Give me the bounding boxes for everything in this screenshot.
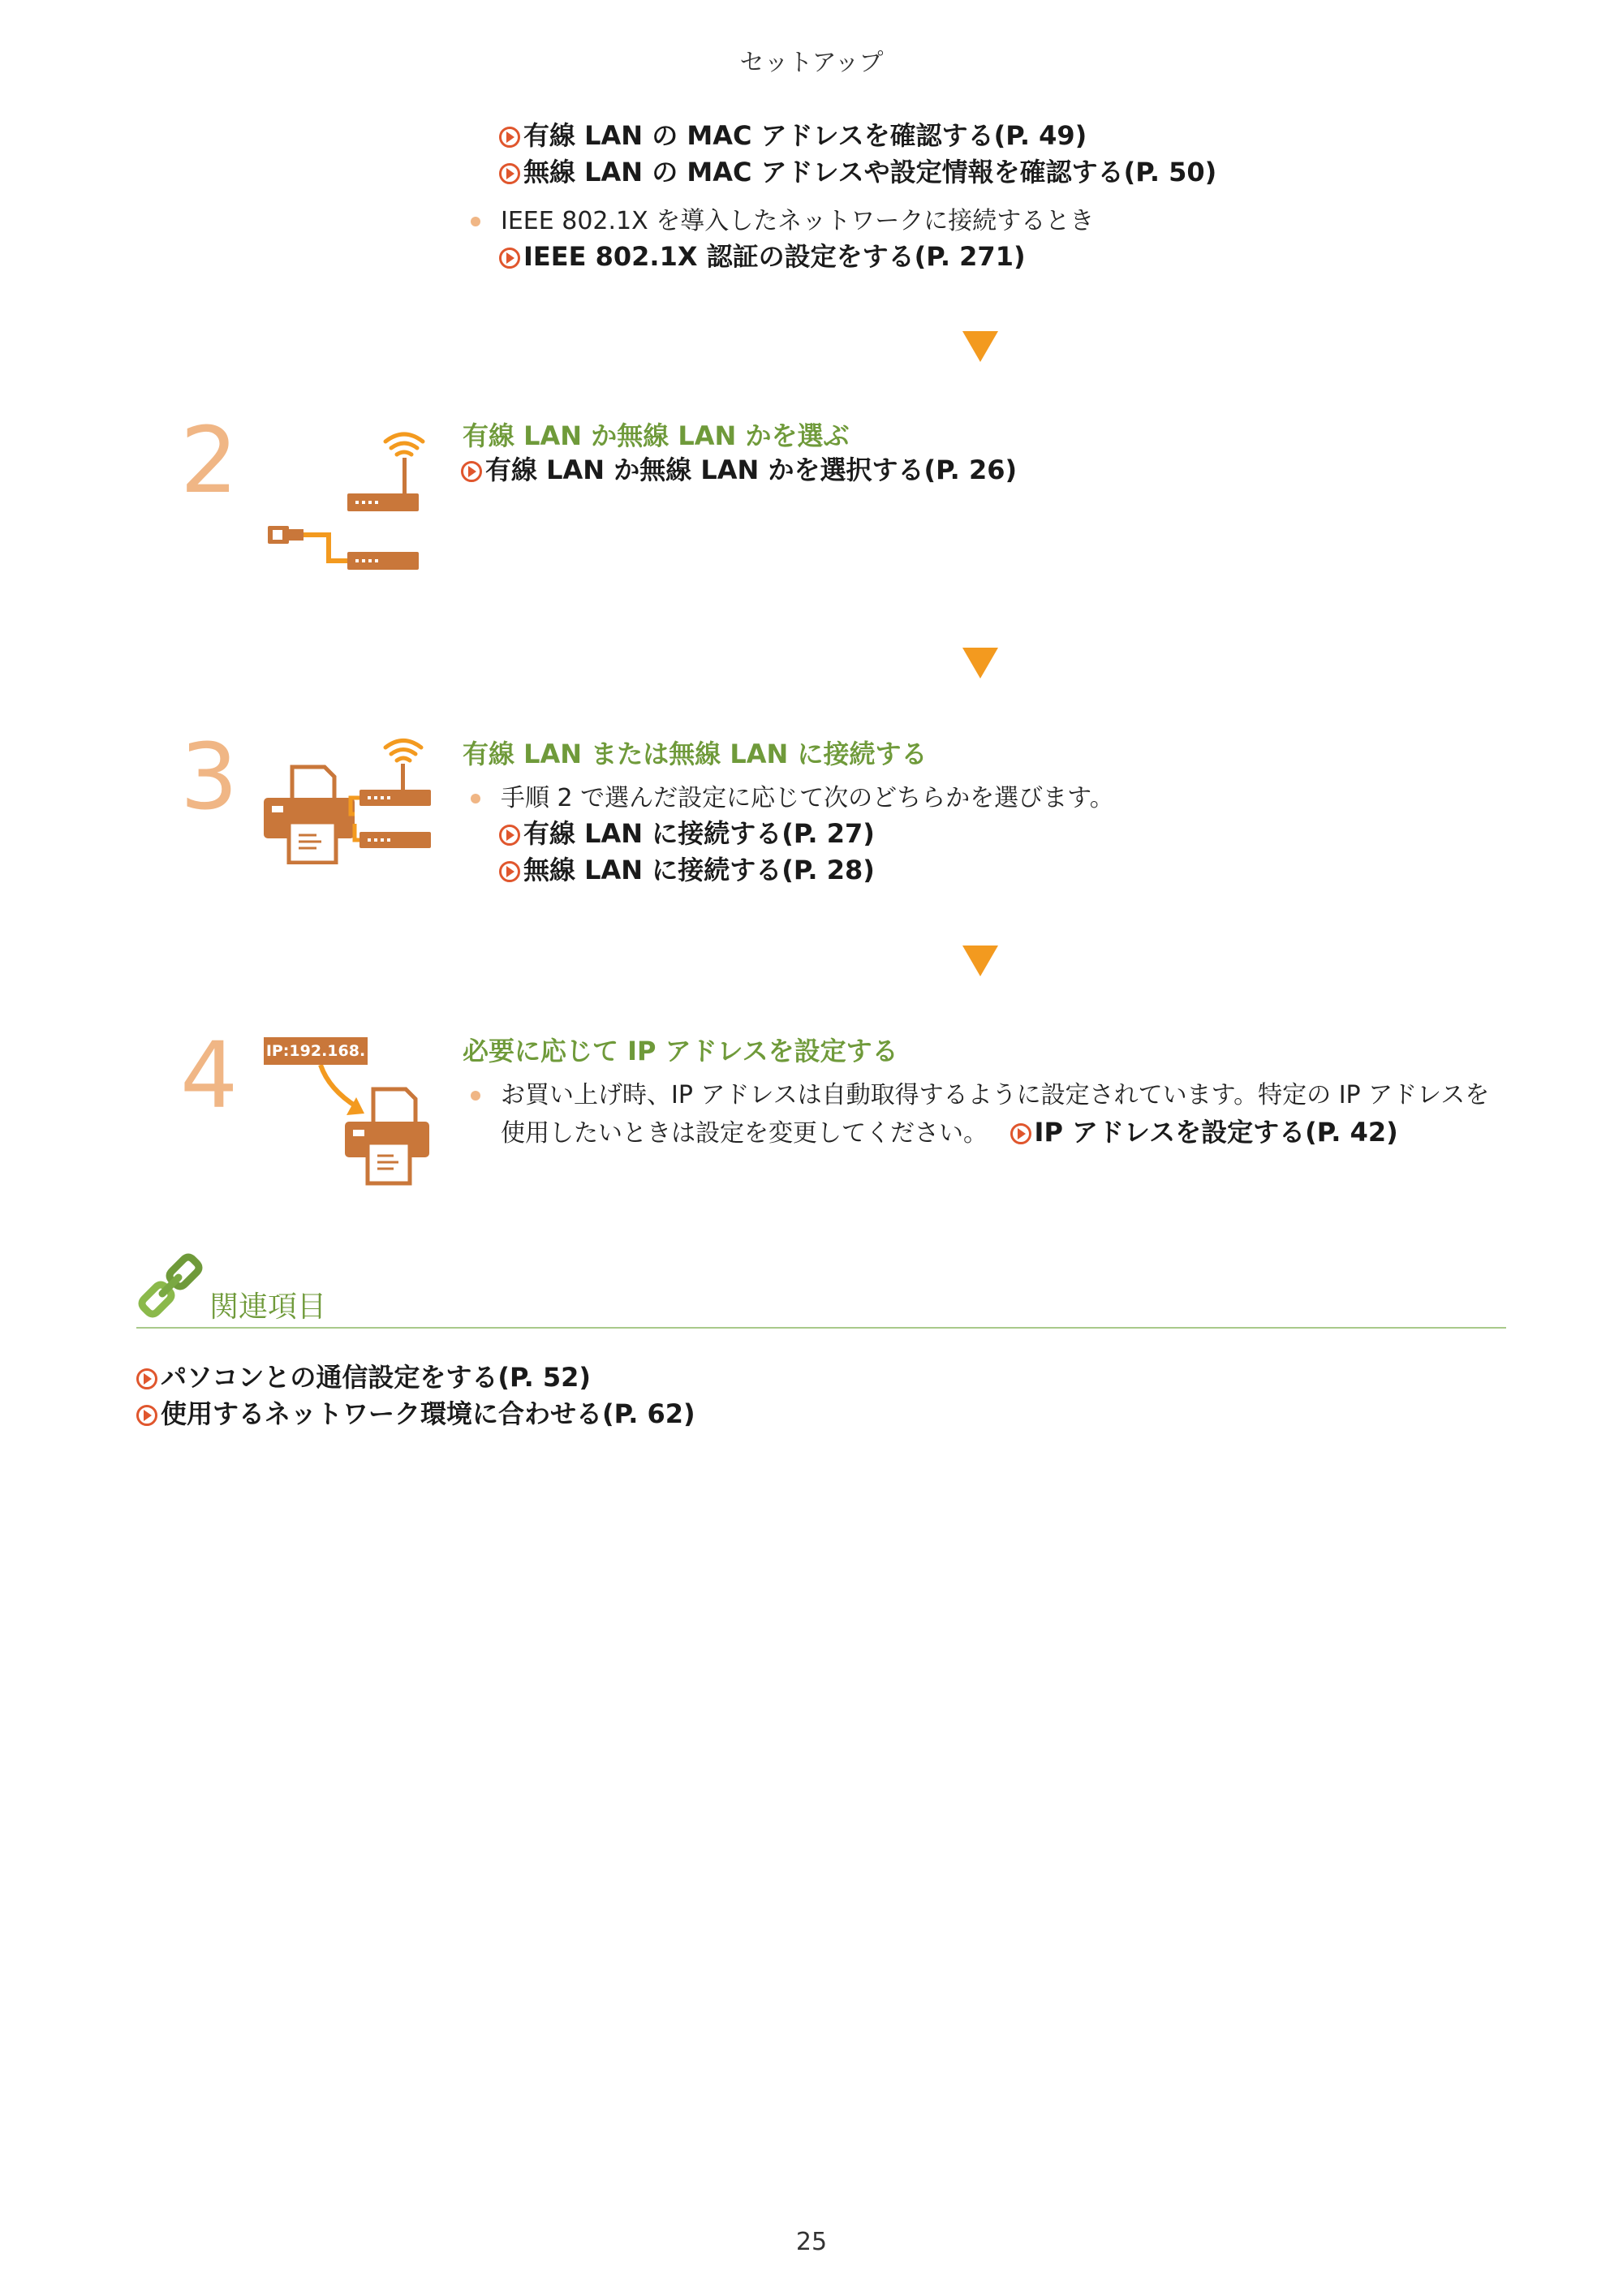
link-arrow-icon	[499, 163, 520, 184]
connect-wired-link[interactable]	[499, 816, 875, 851]
link-text: 有線 LAN か無線 LAN かを選択する(P. 26)	[485, 454, 1018, 485]
ieee-link[interactable]	[499, 239, 1026, 274]
ip-address-label: IP:192.168.	[264, 1037, 368, 1065]
related-title: 関連項目	[209, 1290, 327, 1324]
section-divider	[136, 1327, 1506, 1329]
step4-title: 必要に応じて IP アドレスを設定する	[463, 1036, 898, 1066]
ieee-bullet-text: IEEE 802.1X を導入したネットワークに接続するとき	[501, 207, 1095, 235]
mac-wired-link[interactable]	[499, 118, 1087, 153]
link-arrow-icon	[499, 861, 520, 882]
step4-bullet-line2: 使用したいときは設定を変更してください。	[501, 1119, 988, 1148]
link-arrow-icon	[499, 127, 520, 148]
page-number: 25	[795, 2228, 828, 2256]
select-wired-wireless-link[interactable]	[461, 453, 1017, 487]
link-arrow-icon	[1010, 1123, 1031, 1144]
set-ip-link[interactable]	[1010, 1117, 1398, 1148]
set-ip-printer-icon	[264, 1065, 434, 1195]
link-text: IEEE 802.1X 認証の設定をする(P. 271)	[523, 241, 1026, 272]
link-text: 無線 LAN の MAC アドレスや設定情報を確認する(P. 50)	[523, 157, 1217, 187]
link-arrow-icon	[461, 461, 482, 482]
connect-wireless-link[interactable]	[499, 853, 875, 887]
chain-link-icon	[136, 1251, 204, 1320]
step2-title: 有線 LAN か無線 LAN かを選ぶ	[463, 420, 850, 451]
link-arrow-icon	[499, 248, 520, 269]
bullet-dot	[471, 794, 480, 803]
link-text: 有線 LAN の MAC アドレスを確認する(P. 49)	[523, 120, 1087, 151]
link-text: IP アドレスを設定する(P. 42)	[1034, 1117, 1398, 1148]
step4-bullet-text: お買い上げ時、IP アドレスは自動取得するように設定されています。特定の IP アドレスを	[501, 1081, 1490, 1109]
flow-down-arrow-icon	[962, 648, 998, 678]
wired-wireless-router-icon	[264, 422, 434, 576]
link-arrow-icon	[136, 1405, 157, 1426]
step4-bullet-text-line2	[501, 1114, 1398, 1152]
link-text: 使用するネットワーク環境に合わせる(P. 62)	[161, 1398, 695, 1429]
mac-wireless-link[interactable]	[499, 155, 1216, 189]
step-number: 3	[180, 725, 239, 830]
link-text: 無線 LAN に接続する(P. 28)	[523, 855, 875, 885]
related-link-network-env[interactable]	[136, 1397, 695, 1431]
page-header: セットアップ	[739, 49, 884, 77]
bullet-dot	[471, 217, 480, 226]
flow-down-arrow-icon	[962, 946, 998, 976]
link-text: 有線 LAN に接続する(P. 27)	[523, 818, 875, 849]
step-number: 4	[180, 1023, 239, 1129]
related-link-pc-settings[interactable]	[136, 1360, 591, 1394]
link-text: パソコンとの通信設定をする(P. 52)	[161, 1362, 592, 1393]
step-number: 2	[180, 408, 239, 514]
printer-router-icon	[260, 734, 434, 864]
flow-down-arrow-icon	[962, 331, 998, 362]
step3-bullet-text: 手順 2 で選んだ設定に応じて次のどちらかを選びます。	[501, 784, 1114, 812]
link-arrow-icon	[136, 1368, 157, 1389]
link-arrow-icon	[499, 825, 520, 846]
bullet-dot	[471, 1091, 480, 1101]
step3-title: 有線 LAN または無線 LAN に接続する	[463, 739, 928, 769]
